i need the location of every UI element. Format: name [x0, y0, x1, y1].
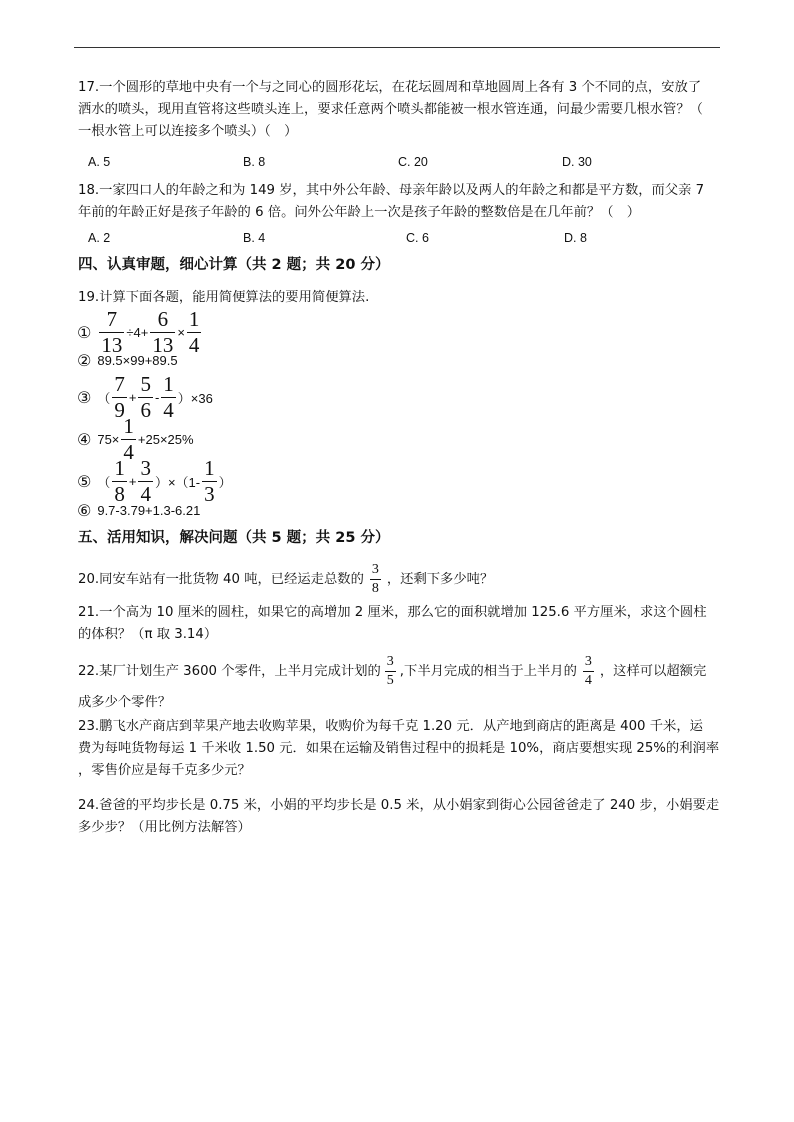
question-18-line-2: 年前的年龄正好是孩子年龄的 6 倍。问外公年龄上一次是孩子年龄的整数倍是在几年前？（ ） — [78, 205, 641, 220]
fraction-numerator: 1 — [114, 456, 125, 480]
question-23-line-1: 23.鹏飞水产商店到苹果产地去收购苹果，收购价为每千克 1.20 元．从产地到商店的距离是 400 千米，运 — [78, 719, 703, 734]
paren-open: （ — [97, 391, 111, 406]
section-4-title: 四、认真审题，细心计算（共 2 题；共 20 分） — [78, 257, 390, 273]
fraction — [385, 655, 396, 688]
calc-item-1 — [77, 309, 203, 356]
option-d[interactable]: D. 8 — [564, 231, 587, 245]
fraction-denominator: 4 — [163, 398, 174, 422]
fraction-bar — [385, 671, 396, 672]
question-23 — [78, 716, 724, 782]
fraction-numerator: 7 — [106, 307, 118, 331]
question-17-line-2: 洒水的喷头，现用直管将这些喷头连上，要求任意两个喷头都能被一根水管连通，问最少需要几根水管？（ — [78, 102, 703, 117]
question-22-text-mid: ,下半月完成的相当于上半月的 — [399, 663, 577, 679]
fraction-denominator: 4 — [584, 673, 592, 688]
fraction-numerator: 7 — [114, 372, 125, 396]
expression-tail: +25×25% — [137, 432, 194, 447]
fraction-numerator: 3 — [140, 456, 151, 480]
question-23-line-2: 费为每吨货物每运 1 千米收 1.50 元．如果在运输及销售过程中的损耗是 10%，商店要想实现 25%的利润率 — [78, 741, 720, 756]
calc-item-3 — [77, 374, 213, 421]
option-c[interactable]: C. 6 — [406, 231, 429, 245]
fraction — [187, 309, 202, 356]
fraction-bar — [583, 671, 594, 672]
fraction-numerator: 1 — [123, 414, 134, 438]
operator: × — [177, 325, 185, 340]
operator: + — [128, 474, 137, 489]
question-24-line-1: 24.爸爸的平均步长是 0.75 米，小娟的平均步长是 0.5 米，从小娟家到街心公园爸爸走了 240 步，小娟要走 — [78, 798, 720, 813]
item-marker: ① — [77, 323, 92, 342]
question-24-line-2: 多少步？（用比例方法解答） — [78, 820, 251, 835]
operator: + — [128, 390, 137, 405]
option-a[interactable]: A. 2 — [88, 231, 111, 245]
fraction-denominator: 8 — [371, 581, 379, 596]
question-22-text-end: ，这样可以超额完 — [599, 663, 707, 679]
fraction — [583, 655, 594, 688]
fraction-denominator: 4 — [188, 333, 200, 357]
fraction-denominator: 4 — [123, 440, 134, 464]
expression: 89.5×99+89.5 — [97, 353, 178, 368]
calc-item-5 — [77, 458, 232, 505]
fraction-bar — [370, 579, 381, 580]
fraction-numerator: 5 — [140, 372, 151, 396]
fraction-denominator: 4 — [140, 482, 151, 506]
item-marker: ⑥ — [77, 501, 92, 520]
fraction-denominator: 5 — [386, 673, 394, 688]
question-18-options — [88, 231, 708, 249]
fraction — [150, 309, 175, 356]
fraction-numerator: 6 — [157, 307, 169, 331]
fraction-denominator: 8 — [114, 482, 125, 506]
question-18 — [78, 180, 724, 224]
question-18-line-1: 18.一家四口人的年龄之和为 149 岁，其中外公年龄、母亲年龄以及两人的年龄之和都是平方数，而父亲 7 — [78, 183, 705, 198]
fraction-numerator: 1 — [163, 372, 174, 396]
fraction — [161, 374, 176, 421]
header-rule — [74, 47, 720, 48]
question-22 — [78, 655, 724, 714]
fraction-denominator: 6 — [140, 398, 151, 422]
question-23-line-3: ，零售价应是每千克多少元？ — [78, 763, 251, 778]
section-5-title: 五、活用知识，解决问题（共 5 题；共 25 分） — [78, 530, 390, 546]
item-marker: ③ — [77, 388, 92, 407]
fraction-numerator: 1 — [188, 307, 200, 331]
option-b[interactable]: B. 8 — [243, 155, 266, 169]
fraction-denominator: 13 — [101, 333, 123, 357]
question-22-line-1 — [78, 655, 706, 688]
question-20 — [78, 563, 724, 596]
question-21-line-1: 21.一个高为 10 厘米的圆柱，如果它的高增加 2 厘米，那么它的面积就增加 125.6 平方厘米，求这个圆柱 — [78, 605, 707, 620]
question-17 — [78, 77, 724, 143]
fraction-denominator: 9 — [114, 398, 125, 422]
expression-head: 75× — [97, 432, 120, 447]
fraction-numerator: 1 — [204, 456, 215, 480]
question-17-line-3: 一根水管上可以连接多个喷头）（ ） — [78, 124, 298, 139]
question-19-intro-text: 19.计算下面各题，能用简便算法的要用简便算法. — [78, 290, 370, 305]
question-21-line-2: 的体积？（π 取 3.14） — [78, 627, 218, 642]
question-22-line-2: 成多少个零件？ — [78, 695, 172, 710]
fraction-numerator: 3 — [371, 562, 379, 577]
fraction — [370, 563, 381, 596]
fraction — [138, 374, 153, 421]
question-19-intro — [78, 287, 724, 309]
question-20-text: 20.同安车站有一批货物 40 吨，已经运走总数的 — [78, 571, 364, 587]
option-b[interactable]: B. 4 — [243, 231, 266, 245]
fraction-numerator: 3 — [386, 654, 394, 669]
paren-open: （ — [97, 475, 111, 490]
fraction — [138, 458, 153, 505]
question-20-text-end: ，还剩下多少吨？ — [386, 571, 494, 587]
item-marker: ④ — [77, 430, 92, 449]
calc-item-4 — [77, 416, 194, 463]
question-17-line-1: 17.一个圆形的草地中央有一个与之同心的圆形花坛，在花坛圆周和草地圆周上各有 3 个不同的点，安放了 — [78, 80, 702, 95]
question-24 — [78, 795, 724, 839]
calc-item-6 — [77, 501, 200, 520]
fraction-denominator: 3 — [204, 482, 215, 506]
option-c[interactable]: C. 20 — [398, 155, 428, 169]
fraction — [112, 458, 127, 505]
item-marker: ⑤ — [77, 472, 92, 491]
expression: 9.7-3.79+1.3-6.21 — [97, 503, 201, 518]
fraction — [99, 309, 124, 356]
fraction-numerator: 3 — [584, 654, 592, 669]
question-17-options — [88, 155, 708, 173]
operator: ÷4+ — [126, 325, 149, 340]
question-20-line — [78, 563, 493, 596]
fraction-denominator: 13 — [152, 333, 174, 357]
paren-close: ） — [218, 475, 232, 490]
fraction — [202, 458, 217, 505]
item-marker: ② — [77, 351, 92, 370]
option-a[interactable]: A. 5 — [88, 155, 111, 169]
question-21 — [78, 602, 724, 646]
operator: - — [154, 390, 160, 405]
question-22-text: 22.某厂计划生产 3600 个零件，上半月完成计划的 — [78, 663, 381, 679]
expression-tail: ）×36 — [177, 391, 213, 406]
option-d[interactable]: D. 30 — [562, 155, 592, 169]
calc-item-2 — [77, 351, 178, 370]
expression-middle: ）×（1- — [154, 475, 201, 490]
